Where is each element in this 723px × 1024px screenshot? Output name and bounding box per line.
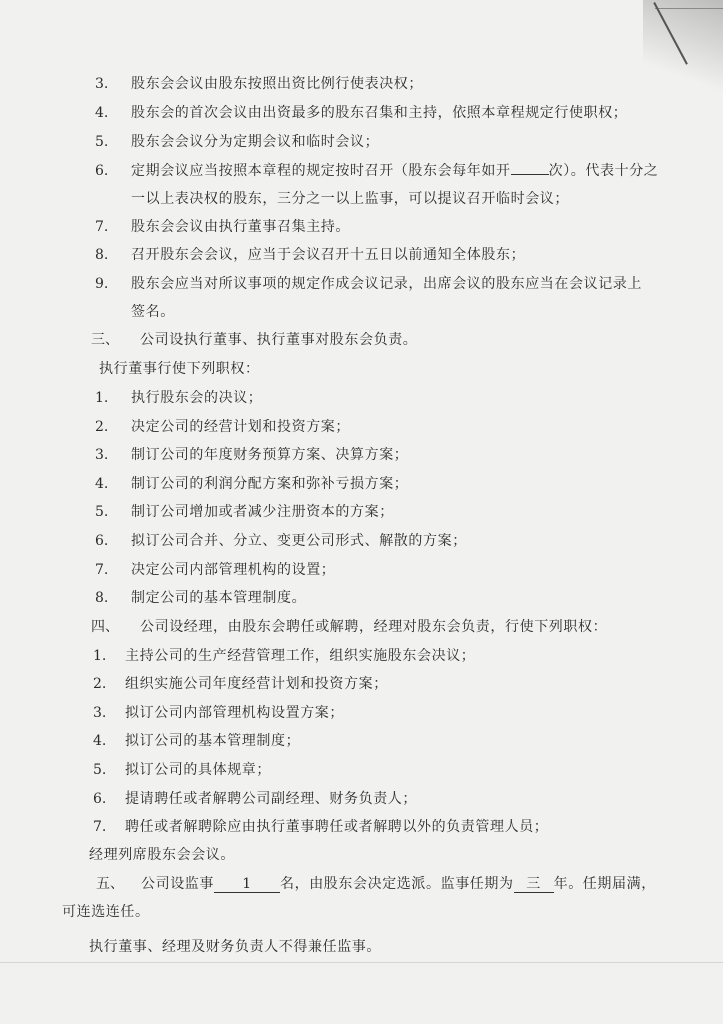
item-text: 股东会应当对所议事项的规定作成会议记录，出席会议的股东应当在会议记录上 xyxy=(131,276,642,292)
item-text: 决定公司的经营计划和投资方案； xyxy=(131,419,350,435)
item-number: 6. xyxy=(95,533,109,549)
item-text: 制订公司的利润分配方案和弥补亏损方案； xyxy=(131,476,409,492)
item-text: 聘任或者解聘除应由执行董事聘任或者解聘以外的负责管理人员； xyxy=(125,819,549,835)
supervisor-text-2: 名，由股东会决定选派。监事任期为 xyxy=(280,876,514,892)
item-number: 4. xyxy=(95,476,109,492)
final-note: 执行董事、经理及财务负责人不得兼任监事。 xyxy=(89,939,381,955)
meeting-count-blank xyxy=(511,174,549,175)
item-number: 6. xyxy=(95,163,109,179)
item-text xyxy=(131,162,658,180)
item-number: 3. xyxy=(93,705,107,721)
section-number: 四、 xyxy=(91,619,119,635)
item-number: 6. xyxy=(93,791,107,807)
item-text: 拟订公司合并、分立、变更公司形式、解散的方案； xyxy=(131,533,467,549)
item-text: 执行股东会的决议； xyxy=(131,390,263,406)
section-number: 三、 xyxy=(91,332,119,348)
supervisor-clause-continued: 可连选连任。 xyxy=(62,904,150,920)
item-text-continued: 一以上表决权的股东，三分之一以上监事，可以提议召开临时会议； xyxy=(131,191,569,207)
page-corner-edge xyxy=(655,8,723,9)
item-number: 3. xyxy=(95,447,109,463)
item-text-continued: 签名。 xyxy=(131,304,175,320)
item-text: 主持公司的生产经营管理工作，组织实施股东会决议； xyxy=(125,648,476,664)
item-number: 4. xyxy=(93,733,107,749)
page-bottom-rule xyxy=(0,962,723,963)
item-number: 3. xyxy=(95,76,109,92)
item-text: 股东会会议由执行董事召集主持。 xyxy=(131,219,350,235)
item-text: 拟订公司的基本管理制度； xyxy=(125,733,301,749)
item-text: 制定公司的基本管理制度。 xyxy=(131,590,307,606)
item-number: 5. xyxy=(95,134,109,150)
item-text: 提请聘任或者解聘公司副经理、财务负责人； xyxy=(125,791,417,807)
item-text: 拟订公司内部管理机构设置方案； xyxy=(125,705,344,721)
item-number: 7. xyxy=(95,219,109,235)
item-number: 2. xyxy=(95,419,109,435)
item-text-after: 次）。代表十分之 xyxy=(548,163,659,179)
item-text: 股东会的首次会议由出资最多的股东召集和主持，依照本章程规定行使职权； xyxy=(131,105,628,121)
supervisor-text-3: 年。任期届满， xyxy=(553,876,656,892)
supervisor-term-blank: 三 xyxy=(514,876,554,893)
item-number: 8. xyxy=(95,247,109,263)
item-text: 决定公司内部管理机构的设置； xyxy=(131,562,336,578)
supervisor-text-1: 公司设监事 xyxy=(141,876,214,892)
page-corner-shadow xyxy=(643,0,723,140)
item-text: 股东会会议由股东按照出资比例行使表决权； xyxy=(131,76,423,92)
item-number: 1. xyxy=(95,390,109,406)
director-powers-intro: 执行董事行使下列职权： xyxy=(99,361,260,377)
manager-attend-note: 经理列席股东会会议。 xyxy=(89,847,235,863)
item-number: 5. xyxy=(95,504,109,520)
supervisor-count-blank: 1 xyxy=(214,876,280,893)
section-number: 五、 xyxy=(96,876,124,892)
item-number: 9. xyxy=(95,276,109,292)
item-number: 5. xyxy=(93,762,107,778)
item-text: 制订公司的年度财务预算方案、决算方案； xyxy=(131,447,409,463)
section-text: 公司设经理，由股东会聘任或解聘，经理对股东会负责，行使下列职权： xyxy=(140,619,608,635)
item-number: 1. xyxy=(93,648,107,664)
item-text-before: 定期会议应当按照本章程的规定按时召开（股东会每年如开 xyxy=(131,163,511,179)
item-text: 制订公司增加或者减少注册资本的方案； xyxy=(131,504,394,520)
item-text: 拟订公司的具体规章； xyxy=(125,762,271,778)
item-number: 4. xyxy=(95,105,109,121)
item-number: 8. xyxy=(95,590,109,606)
page-corner-fold xyxy=(653,2,688,65)
item-text: 组织实施公司年度经营计划和投资方案； xyxy=(125,676,388,692)
item-number: 7. xyxy=(93,819,107,835)
item-number: 7. xyxy=(95,562,109,578)
supervisor-clause xyxy=(141,875,656,893)
item-number: 2. xyxy=(93,676,107,692)
item-text: 召开股东会会议，应当于会议召开十五日以前通知全体股东； xyxy=(131,247,526,263)
section-text: 公司设执行董事、执行董事对股东会负责。 xyxy=(140,332,418,348)
item-text: 股东会会议分为定期会议和临时会议； xyxy=(131,134,380,150)
